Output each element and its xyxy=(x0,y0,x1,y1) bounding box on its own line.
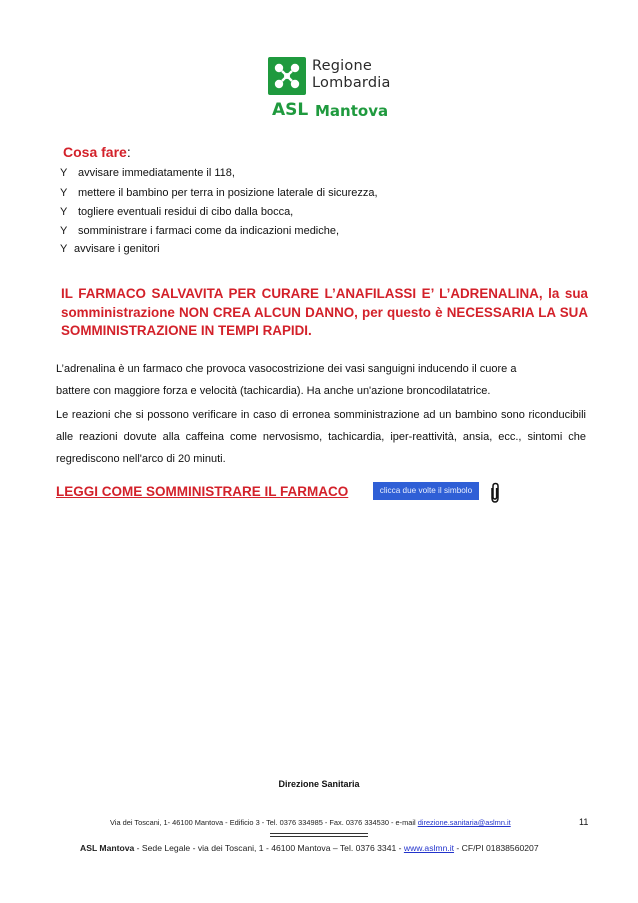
logo-city: Mantova xyxy=(315,102,389,120)
page-number: 11 xyxy=(579,817,589,827)
list-item xyxy=(60,167,235,179)
list-item xyxy=(60,243,160,255)
footer-divider xyxy=(270,836,368,837)
adrenaline-warning: IL FARMACO SALVAVITA PER CURARE L’ANAFILASSI E’ L’ADRENALINA, la sua somministrazione NON CREA ALCUN DANNO, per questo è NECESSARIA LA SUA SOMMINISTRAZIONE IN TEMPI RAPIDI. xyxy=(61,286,588,338)
footer-legal-text: - Sede Legale - via dei Toscani, 1 - 46100 Mantova – Tel. 0376 3341 - xyxy=(134,843,404,853)
adrenaline-paragraph-line1: L’adrenalina è un farmaco che provoca vasocostrizione dei vasi sanguigni inducendo il cuore a xyxy=(56,363,517,375)
double-click-hint: clicca due volte il simbolo xyxy=(373,482,479,500)
list-item xyxy=(60,225,339,237)
footer-legal xyxy=(80,843,539,853)
step-text: somministrare i farmaci come da indicazioni mediche, xyxy=(78,225,340,237)
footer-address xyxy=(110,818,511,827)
bullet-glyph: Y xyxy=(60,225,68,237)
list-item xyxy=(60,187,378,199)
bullet-glyph: Y xyxy=(60,187,68,199)
footer-address-text: Via dei Toscani, 1- 46100 Mantova - Edificio 3 - Tel. 0376 334985 - Fax. 0376 334530 - e-mail xyxy=(110,818,418,827)
footer-department: Direzione Sanitaria xyxy=(278,779,360,789)
footer-email-link[interactable]: direzione.sanitaria@aslmn.it xyxy=(417,818,511,827)
asl-mantova-logo xyxy=(268,55,398,123)
step-text: mettere il bambino per terra in posizione laterale di sicurezza, xyxy=(78,187,378,199)
logo-region-line2: Lombardia xyxy=(312,75,391,91)
step-text: togliere eventuali residui di cibo dalla bocca, xyxy=(78,206,294,218)
bullet-glyph: Y xyxy=(60,243,68,255)
logo-region-line1: Regione xyxy=(312,58,372,74)
paperclip-icon[interactable] xyxy=(488,482,502,504)
footer-legal-tax: - CF/PI 01838560207 xyxy=(454,843,539,853)
bullet-glyph: Y xyxy=(60,167,68,179)
logo-asl: ASL xyxy=(272,100,309,120)
step-text: avvisare immediatamente il 118, xyxy=(78,167,235,179)
adrenaline-paragraph-line2: battere con maggiore forza e velocità (tachicardia). Ha anche un'azione broncodilatatrice. xyxy=(56,385,491,397)
read-administration-link[interactable]: LEGGI COME SOMMINISTRARE IL FARMACO xyxy=(56,484,349,499)
step-text: avvisare i genitori xyxy=(74,243,160,255)
lombardia-rose-icon xyxy=(268,57,306,95)
cosa-fare-title: Cosa fare xyxy=(63,144,127,160)
footer-website-link[interactable]: www.aslmn.it xyxy=(403,843,455,853)
bullet-glyph: Y xyxy=(60,206,68,218)
list-item xyxy=(60,206,293,218)
side-effects-paragraph: Le reazioni che si possono verificare in caso di erronea somministrazione ad un bambino sono riconducibili alle reazioni dovute alla caffeina come nervosismo, tachicardia, iper-reattività, ansia, ecc., sintomi che regrediscono nell'arco di 20 minuti. xyxy=(56,409,586,465)
cosa-fare-colon: : xyxy=(126,144,131,160)
footer-legal-org: ASL Mantova xyxy=(80,843,135,853)
cosa-fare-heading xyxy=(63,144,131,160)
footer-divider xyxy=(270,833,368,834)
